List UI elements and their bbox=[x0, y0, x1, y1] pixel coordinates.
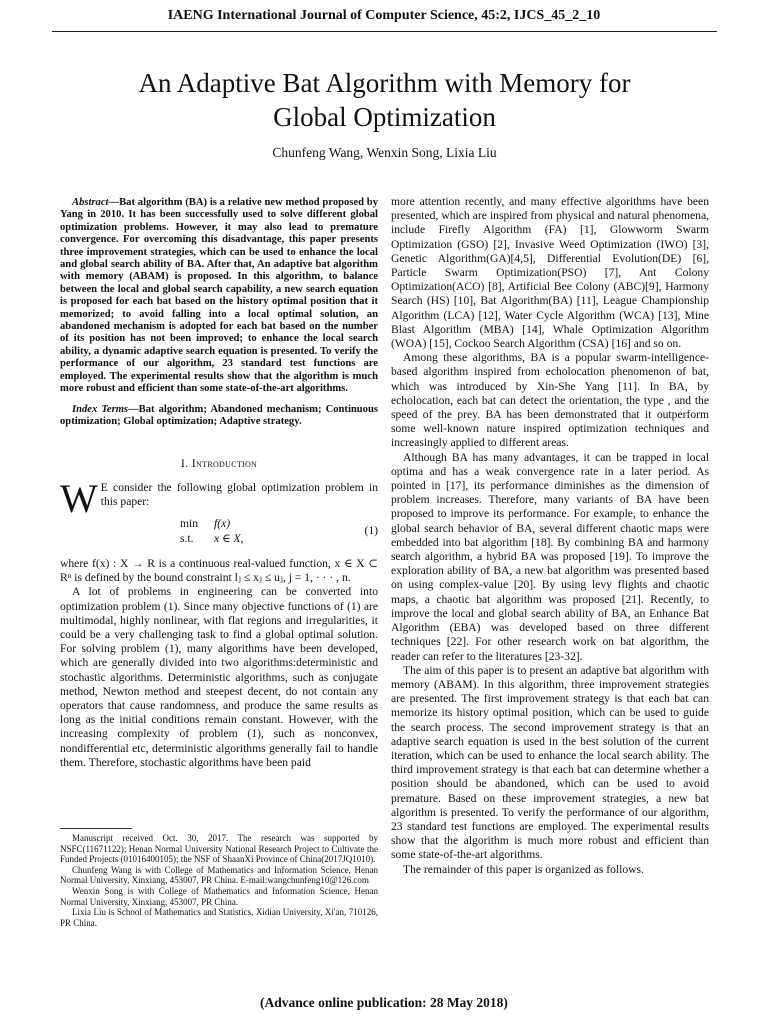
right-paragraph-2: Among these algorithms, BA is a popular swarm-intelligence-based algorithm inspired from echolocation phenomenon of bat, which was introduced by Xin-She Yang [11]. In BA, by echolocation, each bat can detect the orientation, the type , and the speed of the prey. BA has been demonstrated that it outperform some well-known nature inspired optimization techniques and increasingly applied to different areas. bbox=[391, 351, 709, 450]
footnote-author-1: Chunfeng Wang is with College of Mathematics and Information Science, Henan Normal University, Xinxiang, 453007, PR China. E-mail:wangchunfeng10@126.com bbox=[60, 864, 378, 886]
footnote-author-3: Lixia Liu is School of Mathematics and Statistics, Xidian University, Xi'an, 710126, PR China. bbox=[60, 907, 378, 928]
author-list: Chunfeng Wang, Wenxin Song, Lixia Liu bbox=[272, 145, 497, 160]
title-line-1: An Adaptive Bat Algorithm with Memory for bbox=[138, 68, 631, 98]
equation-1 bbox=[60, 517, 378, 551]
drop-cap: W bbox=[60, 475, 98, 521]
abstract-lead: Abstract bbox=[72, 197, 109, 208]
equation-number: (1) bbox=[364, 523, 378, 537]
journal-header: IAENG International Journal of Computer Science, 45:2, IJCS_45_2_10 bbox=[167, 8, 601, 23]
intro-paragraph-2: A lot of problems in engineering can be converted into optimization problem (1). Since many objective functions of (1) are multimodal, highly nonlinear, with flat regions and irregularities, it could be a very challenging task to find a global optimal solution. For solving problem (1), many algorithms have been developed, which are generally divided into two algorithms:deterministic and stochastic algorithms. Deterministic algorithms, such as conjugate method, Newton method and steepest decent, do not contain any operators that cause randomness, and produce the same results as long as the initial conditions remain constant. However, with the increasing complexity of problem (1), such as nonconvex, nondifferential etc, deterministic algorithms generally fail to handle them. Therefore, stochastic algorithms have been paid bbox=[60, 585, 378, 769]
publication-footer: (Advance online publication: 28 May 2018) bbox=[260, 995, 508, 1010]
right-paragraph-5: The remainder of this paper is organized as follows. bbox=[403, 862, 644, 876]
right-column bbox=[391, 195, 709, 877]
title-line-2: Global Optimization bbox=[273, 102, 496, 132]
right-paragraph-4: The aim of this paper is to present an adaptive bat algorithm with memory (ABAM). In this algorithm, three improvement strategies are presented. The first improvement strategy is that each bat can memorize its history optimal position, which can be used to guide the search process. The second improvement strategy is that an adaptive search equation is used in the best solution of the current iteration, which can be used to enhance the local search ability. The third improvement strategy is that each bat can determine whether a position should be abandoned, which can be used to avoid premature. Based on these improvement strategies, a new bat algorithm is presented. To verify the performance of our algorithm, 23 standard test functions are employed. The experimental results show that the algorithm is much more robust and efficient than some state-of-the-art algorithms. bbox=[391, 663, 709, 862]
eq-constraint: x ∈ X, bbox=[214, 532, 244, 546]
footnote-manuscript: Manuscript received Oct. 30, 2017. The research was supported by NSFC(11671122); Henan Normal University National Research Project to Cultivate the Funded Projects (01016400105); the NSF of ShaanXi Province of China(2017JQ1010). bbox=[60, 833, 378, 865]
eq-st: s.t. bbox=[180, 532, 194, 546]
left-column bbox=[60, 195, 378, 770]
eq-objective: f(x) bbox=[214, 516, 231, 530]
header-rule bbox=[52, 31, 717, 32]
footnote-author-2: Wenxin Song is with College of Mathematics and Information Science, Henan Normal University, Xinxiang, 453007, PR China. bbox=[60, 885, 378, 907]
paper-title bbox=[52, 66, 717, 134]
equation-body bbox=[180, 517, 244, 546]
intro-first-paragraph bbox=[60, 475, 378, 521]
section-title: Introduction bbox=[191, 456, 258, 471]
index-terms-lead: Index Terms bbox=[72, 403, 129, 415]
paragraph-after-equation: where f(x) : X → R is a continuous real-valued function, x ∈ X ⊂ Rⁿ is defined by the bound constraint lⱼ ≤ xⱼ ≤ uⱼ, j = 1, · · · , n. bbox=[60, 556, 378, 585]
footnotes bbox=[60, 833, 378, 928]
abstract bbox=[60, 197, 378, 396]
index-terms-text: —Bat algorithm; Abandoned mechanism; Continuous optimization; Global optimization; Adaptive strategy. bbox=[60, 403, 378, 427]
right-paragraph-1: more attention recently, and many effective algorithms have been presented, which are inspired from physical and natural phenomena, include Firefly Algorithm (FA) [1], Glowworm Swarm Optimization (GSO) [2], Invasive Weed Optimization (IWO) [3], Genetic Algorithm(GA)[4,5], Differential Evolution(DE) [6], Particle Swarm Optimization(PSO) [7], Ant Colony Optimization(ACO) [8], Artificial Bee Colony (ABC)[9], Harmony Search (HS) [10], Bat Algorithm(BA) [11], League Championship Algorithm (LCA) [12], Water Cycle Algorithm (WCA) [13], Mine Blast Algorithm (MBA) [14], Whale Optimization Algorithm (WOA) [15], Cockoo Search Algorithm (CSA) [16] and so on. bbox=[391, 195, 709, 351]
intro-first-line: E consider the following global optimization problem in this paper: bbox=[100, 480, 378, 508]
eq-min: min bbox=[180, 516, 199, 530]
abstract-text: —Bat algorithm (BA) is a relative new method proposed by Yang in 2010. It has been successfully used to solve different global optimization problems. However, it may also lead to premature convergence. For overcoming this disadvantage, this paper presents three improvement strategies, which can be used to enhance the local and global search ability of BA. After that, An adaptive bat algorithm with memory (ABAM) is proposed. In this algorithm, to balance between the local and global search capability, a new search equation is proposed for each bat based on the history optimal position that it memorized; to avoid falling into a local optimal solution, an abandoned mechanism is adopted for each bat based on the number of its position has not been improved; to enhance the local search ability, a dynamic adaptive search equation is presented. To verify the performance of our algorithm, 23 standard test functions are employed. The experimental results show that the algorithm is much more robust and efficient than some state-of-the-art algorithms. bbox=[60, 197, 378, 395]
section-number: I. bbox=[180, 456, 192, 471]
index-terms bbox=[60, 404, 378, 429]
right-paragraph-3: Although BA has many advantages, it can be trapped in local optima and has a weak convergence rate in a later period. As pointed in [17], its performance diminishes as the dimension of problem increases. Therefore, many variants of BA have been proposed to improve its performance. For example, to enhance the global search behavior of BA, several different chaotic maps were embedded into bat algorithm [18]. By combining BA and harmony search algorithm, a hybrid BA was proposed [19]. To improve the exploration ability of BA, a new bat algorithm was presented based on using complex-value [20]. By using levy flights and chaotic maps, a chaotic bat algorithm was proposed [21]. Recently, to improve the local and global search ability of BA, an Enhance Bat Algorithm (EBA) was developed based on three different techniques [22]. For other research work on bat algorithm, the reader can refer to the literatures [23-32]. bbox=[391, 450, 709, 663]
section-heading bbox=[60, 456, 378, 470]
footnote-rule bbox=[60, 828, 132, 829]
